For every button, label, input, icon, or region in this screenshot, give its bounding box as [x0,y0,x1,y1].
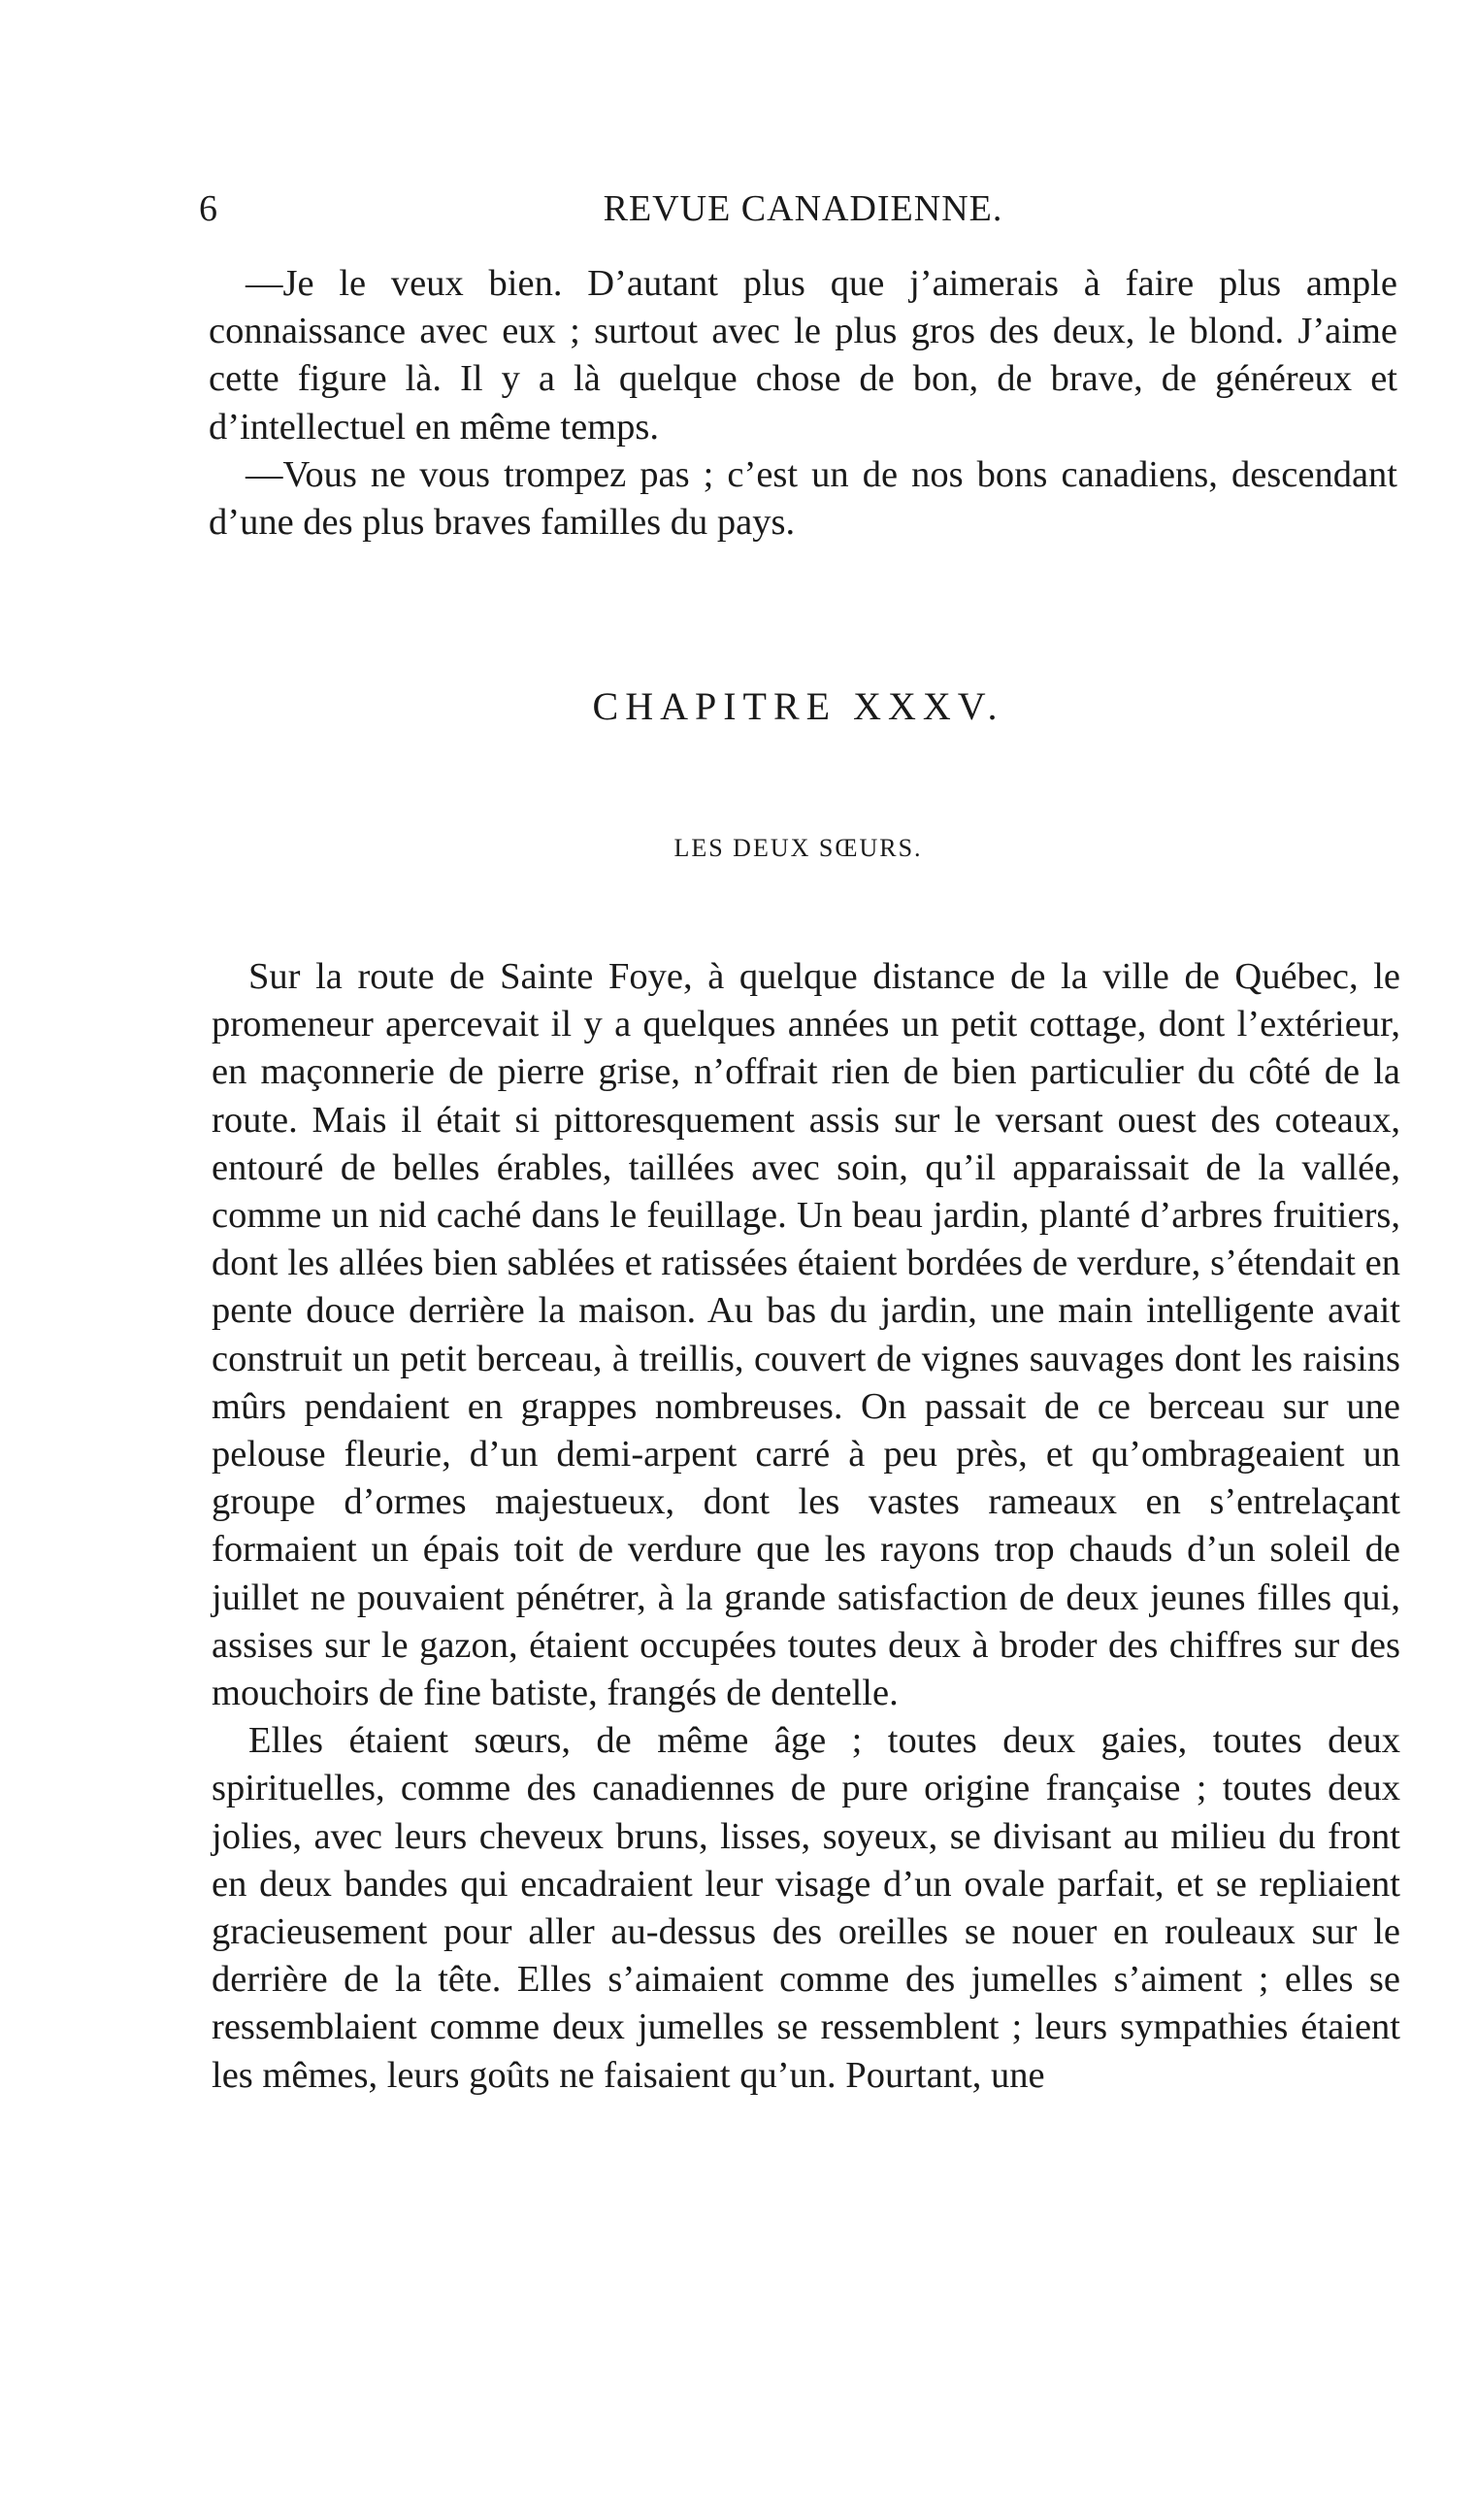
chapter-body [212,953,1400,2100]
page-number: 6 [199,188,217,229]
running-head [199,184,1407,233]
dialogue-paragraph: —Je le veux bien. D’autant plus que j’aimerais à faire plus ample connaissance avec eux ; surtout avec le plus gros des deux, le blond. J’aime cette figure là. Il y a là quelque chose de bon, de brave, de généreux et d’intellectuel en même temps. [209,263,1397,448]
chapter-title: CHAPITRE XXXV. [592,684,1004,728]
chapter-subtitle: LES DEUX SŒURS. [673,834,923,862]
dialogue-continuation [209,260,1397,547]
dialogue-paragraph: —Vous ne vous trompez pas ; c’est un de nos bons canadiens, descendant d’une des plus braves familles du pays. [209,453,1397,544]
journal-title: REVUE CANADIENNE. [603,188,1003,229]
body-paragraph: Elles étaient sœurs, de même âge ; toutes deux gaies, toutes deux spirituelles, comme des canadiennes de pure origine française ; toutes deux jolies, avec leurs cheveux bruns, lisses, soyeux, se divisant au milieu du front en deux bandes qui encadraient leur visage d’un ovale parfait, et se repliaient gracieusement pour aller au-dessus des oreilles se nouer en rouleaux sur le derrière de la tête. Elles s’aimaient comme des jumelles s’aiment ; elles se ressemblaient comme deux jumelles se ressemblent ; leurs sympathies étaient les mêmes, leurs goûts ne faisaient qu’un. Pourtant, une [212,1720,1400,2096]
body-paragraph: Sur la route de Sainte Foye, à quelque distance de la ville de Québec, le promeneur apercevait il y a quelques années un petit cottage, dont l’extérieur, en maçonnerie de pierre grise, n’offrait rien de bien particulier du côté de la route. Mais il était si pittoresquement assis sur le versant ouest des coteaux, entouré de belles érables, taillées avec soin, qu’il apparaissait de la vallée, comme un nid caché dans le feuillage. Un beau jardin, planté d’arbres fruitiers, dont les allées bien sablées et ratissées étaient bordées de verdure, s’étendait en pente douce derrière la maison. Au bas du jardin, une main intelligente avait construit un petit berceau, à treillis, couvert de vignes sauvages dont les raisins mûrs pendaient en grappes nombreuses. On passait de ce berceau sur une pelouse fleurie, d’un demi-arpent carré à peu près, et qu’ombrageaient un groupe d’ormes majestueux, dont les vastes rameaux en s’entrelaçant formaient un épais toit de verdure que les rayons trop chauds d’un soleil de juillet ne pouvaient pénétrer, à la grande satisfaction de deux jeunes filles qui, assises sur le gazon, étaient occupées toutes deux à broder des chiffres sur des mouchoirs de fine batiste, frangés de dentelle. [212,956,1400,1714]
